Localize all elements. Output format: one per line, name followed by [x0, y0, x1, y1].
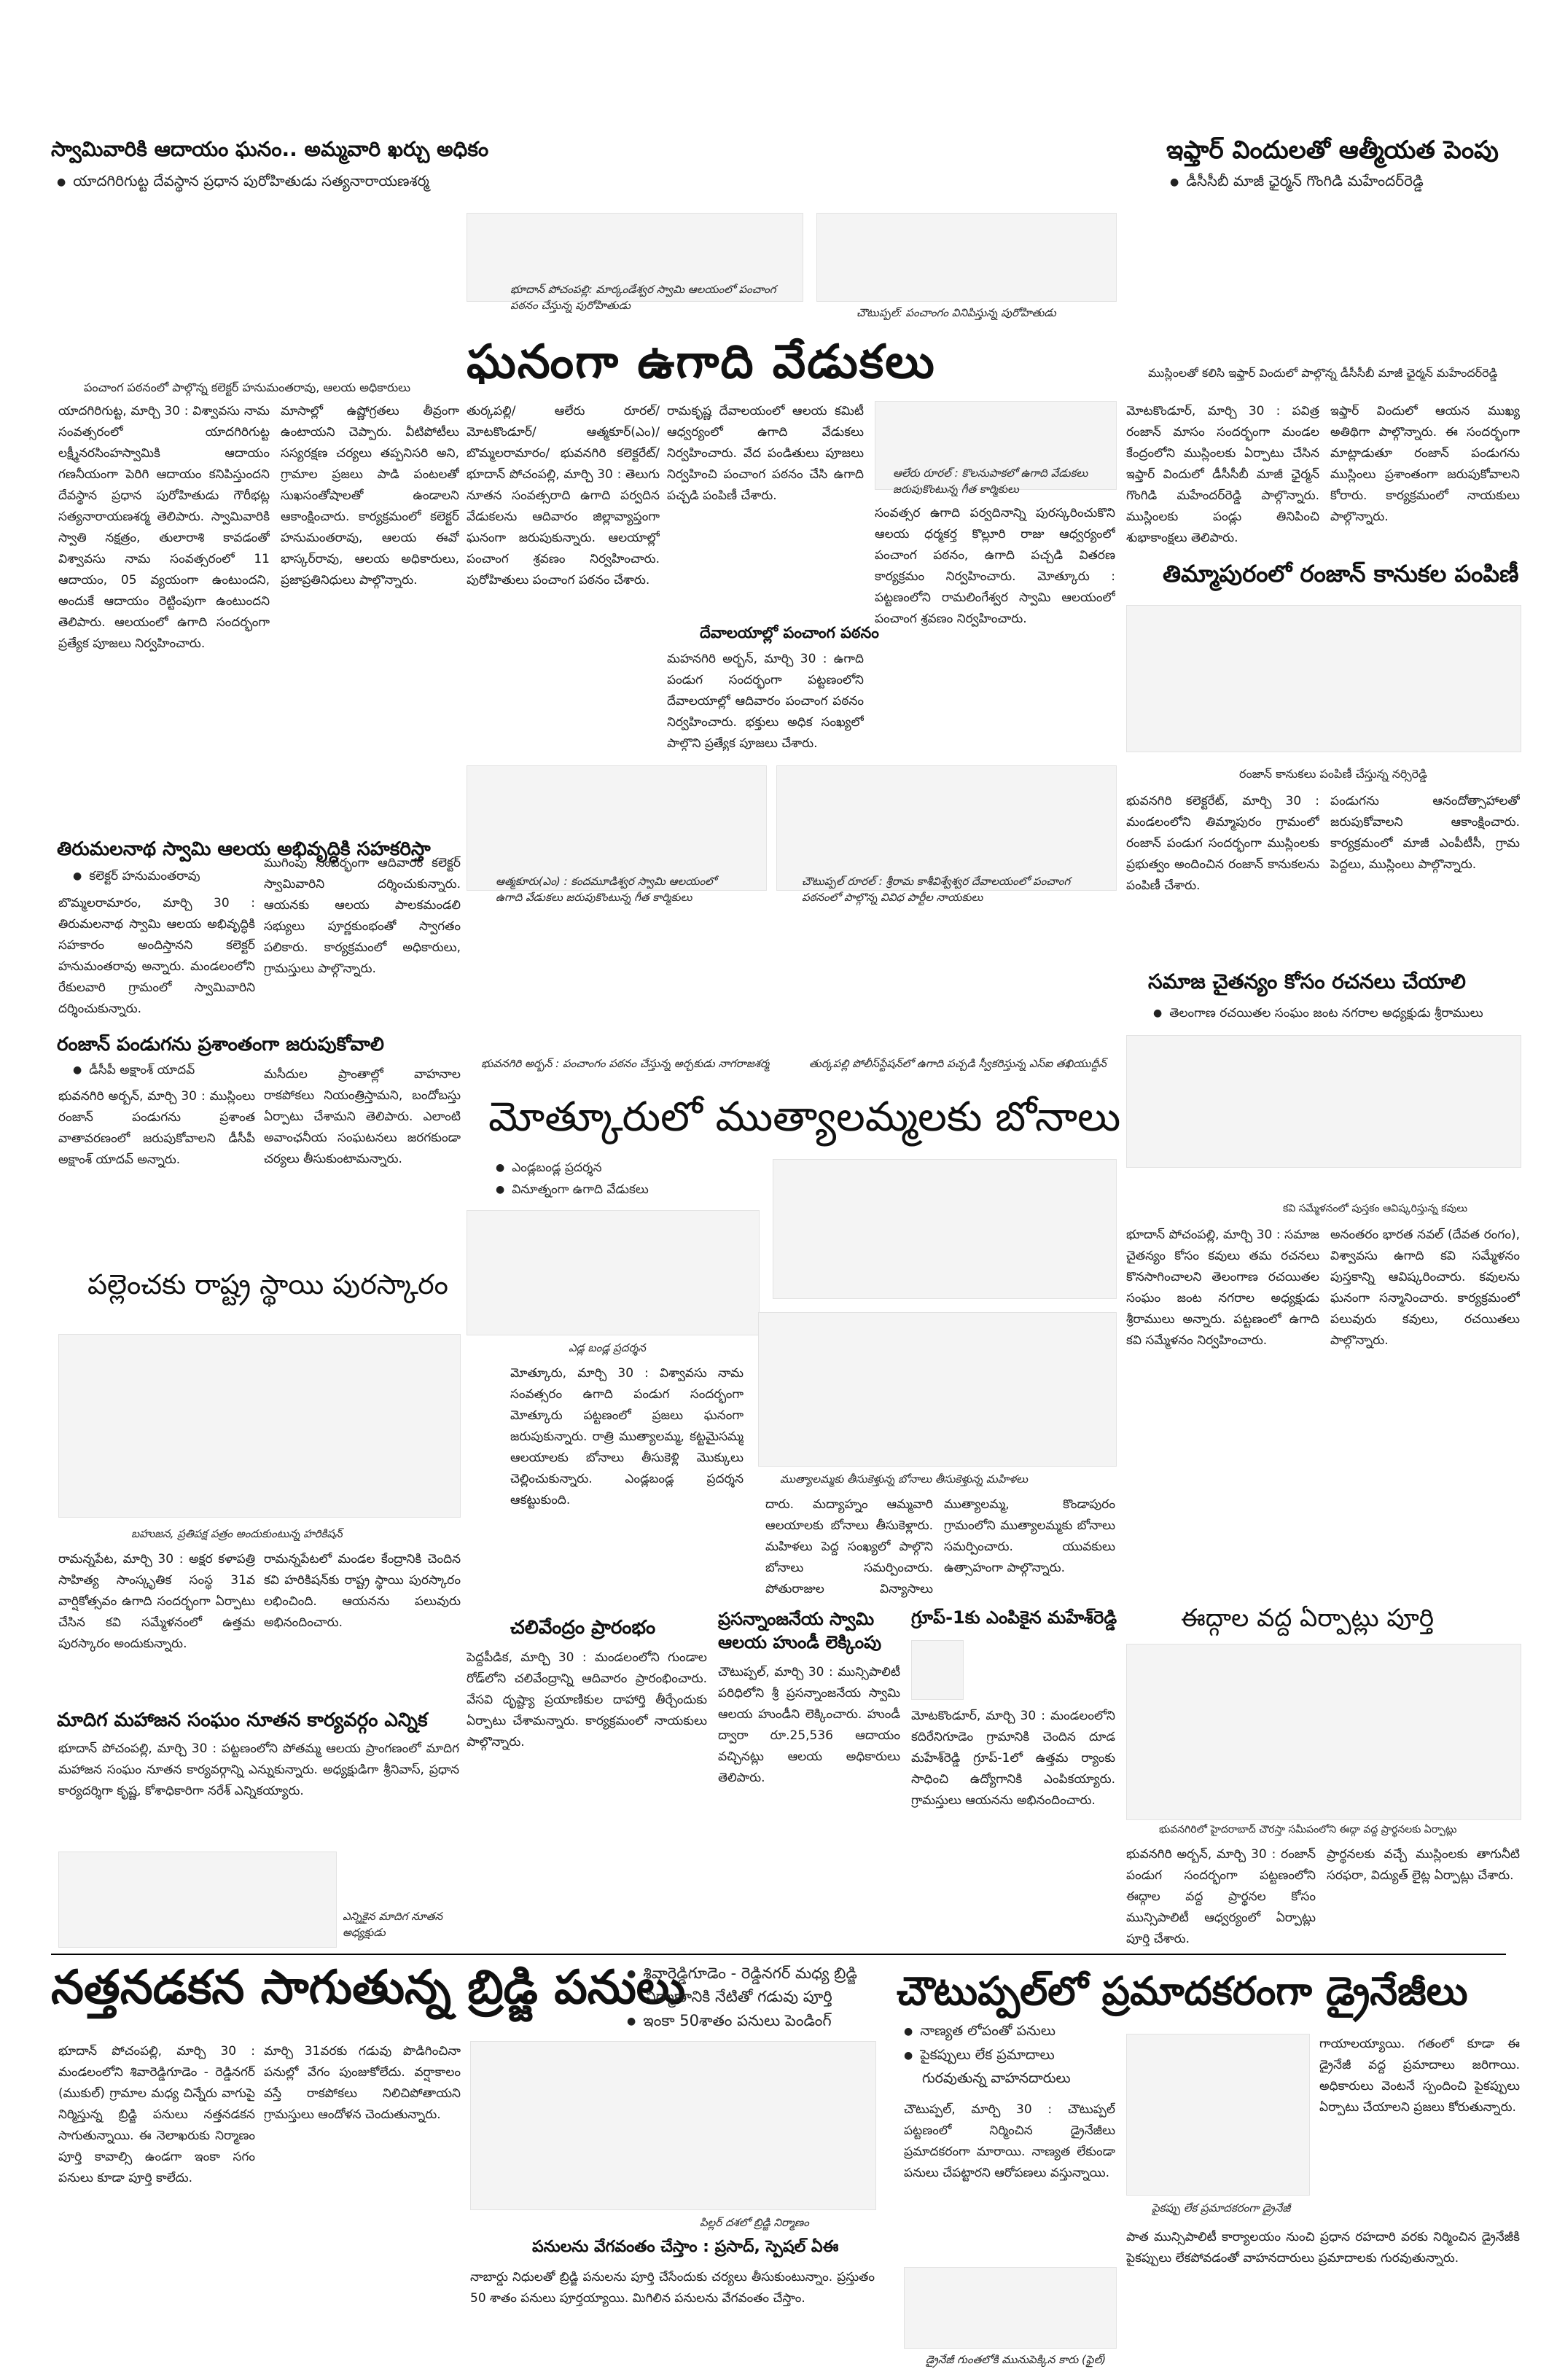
ugadi-caption-left: భూదాన్ పోచంపల్లి: మార్కండేశ్వర స్వామి ఆలయంలో పంచాంగ పఠనం చేస్తున్న పురోహితుడు — [510, 283, 776, 312]
madiga-photo-caption: ఎన్నికైన మాదిగ నూతన అధ్యక్షుడు — [343, 1910, 442, 1939]
bridge-bullet-1: ● శివారెడ్డిగూడెం - రెడ్డినగర్ మధ్య బ్రిడ్జి — [627, 1965, 857, 1986]
mothkur-bullet-1: ● ఎండ్లబండ్ల ప్రదర్శన — [496, 1160, 602, 1178]
bridge-quote-body: నాబార్డు నిధులతో బ్రిడ్జి పనులను పూర్తి చేసేందుకు చర్యలు తీసుకుంటున్నాం. ప్రస్తుతం 50 శాతం పనులు పూర్తయ్యాయి. మిగిలిన పనులను వేగవంతం చేస్తాం. — [470, 2270, 875, 2306]
ranjan-col1: భువనగిరి అర్బన్, మార్చి 30 : ముస్లింలు రంజాన్ పండుగను ప్రశాంత వాతావరణంలో జరుపుకోవాలని డీసీపీ అక్షాంశ్ యాదవ్ అన్నారు. — [58, 1089, 255, 1167]
drainage-col3: పాత మున్సిపాలిటీ కార్యాలయం నుంచి ప్రధాన రహదారి వరకు నిర్మించిన డ్రైనేజీకి పైకప్పులు లేకపోవడంతో వాహనదారులు ప్రమాదాలకు గురవుతున్నారు. — [1126, 2230, 1520, 2266]
bridge-bullet-3: ● ఇంకా 50శాతం పనులు పెండింగ్ — [627, 2012, 832, 2034]
bridge-quote: పనులను వేగవంతం చేస్తాం : ప్రసాద్, స్పెషల్ ఏఈ — [532, 2238, 839, 2256]
top-left-sub: ● యాదగిరిగుట్ట దేవస్థాన ప్రధాన పురోహితుడు సత్యనారాయణశర్మ — [57, 172, 429, 193]
ugadi-col7: ఇఫ్తార్ విందులో ఆయన ముఖ్య అతిథిగా పాల్గొన్నారు. ఈ సందర్భంగా మాట్లాడుతూ రంజాన్ పండుగను ముస్లింలు ప్రశాంతంగా జరుపుకోవాలని కోరారు. కార్యక్రమంలో నాయకులు పాల్గొన్నారు. — [1330, 404, 1520, 524]
drainage-col1: చౌటుప్పల్, మార్చి 30 : చౌటుప్పల్ పట్టణంలో నిర్మించిన డ్రైనేజీలు ప్రమాదకరంగా మారాయి. నాణ్యత లేకుండా పనులు చేపట్టారని ఆరోపణలు వస్తున్నాయి. — [904, 2102, 1115, 2180]
ugadi-caption-right: చౌటుప్పల్: పంచాంగం వినిపిస్తున్న పురోహితుడు — [856, 306, 1056, 319]
top-left-headline: స్వామివారికి ఆదాయం ఘనం.. అమ్మవారి ఖర్చు అధికం — [51, 137, 489, 161]
drainage-headline: చౌటుప్పల్‌లో ప్రమాదకరంగా డ్రైనేజీలు — [897, 1968, 1468, 2014]
athmakur-caption: ఆత్మకూరు(ఎం) : కందమూడిశ్వర స్వామి ఆలయంలో ఉగాది వేడుకలు జరుపుకొంటున్న గీత కార్మికులు — [496, 875, 717, 904]
ranjan-sub: ● డీసీపీ అక్షాంశ్ యాదవ్ — [73, 1063, 195, 1080]
ugadi-kicker-right: ముస్లింలతో కలిసి ఇఫ్తార్ విందులో పాల్గొన్న డీసీసీబీ మాజీ ఛైర్మన్ మహేందర్‌రెడ్డి — [1148, 366, 1498, 380]
mothkur-photo-caption: ఎడ్ల బండ్ల ప్రదర్శన — [569, 1341, 646, 1354]
drainage-bottom-caption: డ్రైనేజీ గుంతలోకి మునుపెక్కిన కారు (ఫైల్) — [926, 2353, 1107, 2366]
drainage-photo-1 — [1126, 2034, 1310, 2196]
madiga-col1: భూదాన్ పోచంపల్లి, మార్చి 30 : పట్టణంలోని పోతమ్మ ఆలయ ప్రాంగణంలో మాదిగ మహాజన సంఘం నూతన కార్యవర్గాన్ని ఎన్నుకున్నారు. అధ్యక్షుడిగా శ్రీనివాస్, ప్రధాన కార్యదర్శిగా కృష్ణ, కోశాధికారిగా నరేశ్ ఎన్నికయ్యారు. — [58, 1741, 459, 1798]
drainage-photo-caption: పైకప్పు లేక ప్రమాదకరంగా డ్రైనేజీ — [1152, 2201, 1291, 2215]
bahujana-col3: దారు. మద్యాహ్నం ఆమ్మవారి ఆలయాలకు బోనాలు తీసుకెళ్లారు. మహిళలు పెద్ద సంఖ్యలో పాల్గొని బోనాలు సమర్పించారు. పోతురాజుల విన్యాసాలు — [765, 1497, 933, 1596]
ranjan-col2: మసీదుల ప్రాంతాల్లో వాహనాల రాకపోకలు నియంత్రిస్తామని, బందోబస్తు ఏర్పాటు చేశామని తెలిపారు. ఎలాంటి అవాంఛనీయ సంఘటనలు జరగకుండా చర్యలు తీసుకుంటామన్నారు. — [264, 1067, 461, 1166]
pallavanchaku-headline: పల్లెంచకు రాష్ట్ర స్థాయి పురస్కారం — [87, 1268, 448, 1300]
eddulu-col1: భువనగిరి అర్బన్, మార్చి 30 : రంజాన్ పండుగ సందర్భంగా పట్టణంలోని ఈద్గాల వద్ద ప్రార్థనల కోసం మున్సిపాలిటీ ఆధ్వర్యంలో ఏర్పాట్లు పూర్తి చేశారు. — [1126, 1847, 1316, 1946]
samaja-sub: ● తెలంగాణ రచయితల సంఘం జంట నగరాల అధ్యక్షుడు శ్రీరాములు — [1153, 1006, 1483, 1023]
ranjan-headline: రంజాన్ పండుగను ప్రశాంతంగా జరుపుకోవాలి — [57, 1034, 384, 1056]
athmakur-photo — [467, 765, 767, 891]
kavi-col2: అనంతరం భారత నవల్ (దేవత రంగం), విశ్వావసు ఉగాది కవి సమ్మేళనం పుస్తకాన్ని ఆవిష్కరించారు. కవులను ఘనంగా సన్మానించారు. కార్యక్రమంలో పలువురు కవులు, రచయితలు పాల్గొన్నారు. — [1330, 1228, 1520, 1348]
ramzan-gifts-kicker: రంజాన్ కానుకలు పంపిణీ చేస్తున్న నర్సిరెడ్డి — [1239, 767, 1427, 781]
ugadi-photo-right — [816, 213, 1117, 302]
kavi-kicker: కవి సమ్మేళనంలో పుస్తకం ఆవిష్కరిస్తున్న కవులు — [1283, 1203, 1468, 1214]
madiga-photo — [58, 1852, 337, 1948]
mothkur-col1: మోత్కూరు, మార్చి 30 : విశ్వావసు నామ సంవత్సరం ఉగాది పండుగ సందర్భంగా మోత్కూరు పట్టణంలో ప్రజలు ఘనంగా జరుపుకున్నారు. రాత్రి ముత్యాలమ్మ, కట్టమైసమ్మ ఆలయాలకు బోనాలు తీసుకెళ్లి మొక్కులు చెల్లించుకున్నారు. ఎండ్లబండ్ల ప్రదర్శన ఆకట్టుకుంది. — [510, 1366, 744, 1507]
devalaya-headline: దేవాలయాల్లో పంచాంగ పఠనం — [700, 624, 879, 641]
mothkur-caption-right: తుర్కపల్లి పోలీస్‌స్టేషన్‌లో ఉగాది పచ్చడి స్వీకరిస్తున్న ఎస్ఐ తఖియుద్దీన్ — [809, 1057, 1107, 1070]
bridge-headline: నత్తనడకన సాగుతున్న బ్రిడ్జి పనులు — [51, 1961, 686, 2015]
timmapuram-headline: తిమ్మాపురంలో రంజాన్ కానుకల పంపిణీ — [1163, 560, 1519, 588]
mothkur-headline: మోత్కూరులో ముత్యాలమ్మలకు బోనాలు — [488, 1093, 1121, 1141]
drainage-bullet-3: గురవుతున్న వాహనదారులు — [922, 2070, 1071, 2086]
eddulu-kicker: భువనగిరిలో హైదరాబాద్ చౌరస్తా సమీపంలోని ఈద్గా వద్ద ప్రార్థనలకు ఏర్పాట్లు — [1159, 1824, 1457, 1835]
devalaya-body: మహనగిరి అర్బన్, మార్చి 30 : ఉగాది పండుగ సందర్భంగా పట్టణంలోని దేవాలయాల్లో ఆదివారం పంచాంగ పఠనం నిర్వహించారు. భక్తులు అధిక సంఖ్యలో పాల్గొని ప్రత్యేక పూజలు చేశారు. — [667, 652, 864, 751]
tirumala-col1: బొమ్మలరామారం, మార్చి 30 : తిరుమలనాథ స్వామి ఆలయ అభివృద్ధికి సహకారం అందిస్తానని కలెక్టర్ హనుమంతరావు అన్నారు. మండలంలోని రేకులవారి గ్రామంలో స్వామివారిని దర్శించుకున్నారు. — [58, 896, 255, 1016]
eddulu-col2: ప్రార్థనలకు వచ్చే ముస్లింలకు తాగునీటి సరఫరా, విద్యుత్ లైట్ల ఏర్పాట్లు చేశారు. — [1327, 1847, 1520, 1883]
tirumala-col2: ముగింపు సందర్భంగా ఆదివారం కలెక్టర్ స్వామివారిని దర్శించుకున్నారు. ఆయనకు ఆలయ పాలకమండలి సభ్యులు పూర్ణకుంభంతో స్వాగతం పలికారు. కార్యక్రమంలో అధికారులు, గ్రామస్తులు పాల్గొన్నారు. — [264, 856, 461, 976]
bridge-photo — [470, 2041, 876, 2210]
ugadi-col4: రామకృష్ణ దేవాలయంలో ఆలయ కమిటీ ఆధ్వర్యంలో ఉగాది వేడుకలు నిర్వహించారు. వేద పండితులు పూజలు నిర్వహించి పంచాంగ పఠనం చేసి ఉగాది పచ్చడి పంపిణీ చేశారు. — [667, 404, 864, 503]
drainage-photo-2 — [904, 2267, 1117, 2349]
ramzan-gifts-col2: పండుగను ఆనందోత్సాహాలతో జరుపుకోవాలని ఆకాంక్షించారు. కార్యక్రమంలో మాజీ ఎంపీటీసీ, గ్రామ పెద్దలు, ముస్లింలు పాల్గొన్నారు. — [1330, 794, 1520, 872]
bridge-col2: మార్చి 31వరకు గడువు పొడిగించినా పనుల్లో వేగం పుంజుకోలేదు. వర్షాకాలం వస్తే రాకపోకలు నిలిచిపోతాయని గ్రామస్తులు ఆందోళన చెందుతున్నారు. — [264, 2044, 461, 2122]
group1-headline: గ్రూప్-1కు ఎంపికైన మహేశ్‌రెడ్డి — [911, 1607, 1117, 1628]
group1-col1: మోటకొండూర్, మార్చి 30 : మండలంలోని కదిరేనిగూడెం గ్రామానికి చెందిన దూడ మహేశ్‌రెడ్డి గ్రూప్-1లో ఉత్తమ ర్యాంకు సాధించి ఉద్యోగానికి ఎంపికయ్యారు. గ్రామస్తులు ఆయనను అభినందించారు. — [911, 1709, 1115, 1808]
ugadi-col6: మోటకొండూర్, మార్చి 30 : పవిత్ర రంజాన్ మాసం సందర్భంగా మండల కేంద్రంలోని ముస్లింలకు ఏర్పాటు చేసిన ఇఫ్తార్ విందులో డీసీసీబీ మాజీ ఛైర్మన్ గొంగిడి మహేందర్‌రెడ్డి పాల్గొన్నారు. ముస్లింలకు పండ్లు తినిపించి శుభాకాంక్షలు తెలిపారు. — [1126, 404, 1319, 545]
prasanna-headline: ప్రసన్నాంజనేయ స్వామి ఆలయ హుండీ లెక్కింపు — [718, 1609, 882, 1653]
top-right-sub: ● డీసీసీబీ మాజీ ఛైర్మన్ గొంగిడి మహేందర్‌రెడ్డి — [1170, 172, 1424, 193]
drainage-bullet-2: ● పైకప్పులు లేక ప్రమాదాలు — [904, 2047, 1055, 2067]
mothkur-photo-right — [773, 1159, 1117, 1299]
mothkur-caption-left: భువనగిరి అర్బన్ : పంచాంగం పఠనం చేస్తున్న అర్చకుడు నాగరాజశర్మ — [481, 1057, 770, 1070]
chalivendram-col1: పెద్దపీడిక, మార్చి 30 : మండలంలోని గుండాల రోడ్‌లోని చలివేంద్రాన్ని ఆదివారం ప్రారంభించారు. వేసవి దృష్ట్యా ప్రయాణికుల దాహార్తి తీర్చేందుకు ఏర్పాటు చేశామన్నారు. కార్యక్రమంలో నాయకులు పాల్గొన్నారు. — [467, 1650, 707, 1749]
tirumala-byline: ● కలెక్టర్ హనుమంతరావు — [73, 869, 200, 886]
ugadi-kicker-left: పంచాంగ పఠనంలో పాల్గొన్న కలెక్టర్ హనుమంతరావు, ఆలయ అధికారులు — [84, 381, 411, 394]
bahujana-col1: రామన్నపేట, మార్చి 30 : అక్షర కళాపత్రి సాహిత్య సాంస్కృతిక సంస్థ 31వ వార్షికోత్సవం ఉగాది సందర్భంగా ఏర్పాటు చేసిన కవి సమ్మేళనంలో ఉత్తమ పురస్కారం అందుకున్నారు. — [58, 1552, 255, 1651]
prasanna-col1: చౌటుప్పల్, మార్చి 30 : మున్సిపాలిటీ పరిధిలోని శ్రీ ప్రసన్నాంజనేయ స్వామి ఆలయ హుండీని లెక్కించారు. హుండీ ద్వారా రూ.25,536 ఆదాయం వచ్చినట్లు ఆలయ అధికారులు తెలిపారు. — [718, 1665, 900, 1785]
timmapuram-photo — [1126, 605, 1521, 752]
choutuppal-caption: చౌటుప్పల్ రూరల్ : శ్రీరామ కాశీవిశ్వేశ్వర దేవాలయంలో పంచాంగ పఠనంలో పాల్గొన్న వివిధ పార్టీల నాయకులు — [802, 875, 1071, 904]
samaja-headline: సమాజ చైతన్యం కోసం రచనలు చేయాలి — [1148, 969, 1466, 994]
ugadi-col3: తుర్కపల్లి/ ఆలేరు రూరల్/ మోటకొండూర్/ ఆత్మకూర్(ఎం)/ బొమ్మలరామారం/ భువనగిరి కలెక్టరేట్/ భూదాన్ పోచంపల్లి, మార్చి 30 : తెలుగు నూతన సంవత్సరాది ఉగాది పర్వదిన వేడుకలను ఆదివారం జిల్లావ్యాప్తంగా ఘనంగా జరుపుకున్నారు. ఆలయాల్లో పంచాంగ శ్రవణం నిర్వహించారు. పురోహితులు పంచాంగ పఠనం చేశారు. — [467, 404, 660, 588]
tirumala-headline: తిరుమలనాథ స్వామి ఆలయ అభివృద్ధికి సహకరిస్తా — [57, 838, 431, 860]
kavi-col1: భూదాన్ పోచంపల్లి, మార్చి 30 : సమాజ చైతన్యం కోసం కవులు తమ రచనలు కొనసాగించాలని తెలంగాణ రచయితల సంఘం జంట నగరాల అధ్యక్షుడు శ్రీరాములు అన్నారు. పట్టణంలో ఉగాది కవి సమ్మేళనం నిర్వహించారు. — [1126, 1228, 1319, 1348]
ugadi-col1: యాదగిరిగుట్ట, మార్చి 30 : విశ్వావసు నామ సంవత్సరంలో యాదగిరిగుట్ట లక్ష్మీనరసింహస్వామికి ఆదాయం గణనీయంగా పెరిగి ఆదాయం కనిపిస్తుందని దేవస్థాన ప్రధాన పురోహితుడు గౌరీభట్ల సత్యనారాయణశర్మ తెలిపారు. స్వామివారికి స్వాతి నక్షత్రం, తులారాశి కావడంతో విశ్వావసు నామ సంవత్సరంలో 11 ఆదాయం, 05 వ్యయంగా ఉంటుందని, అందుకే ఆదాయం రెట్టింపుగా ఉంటుందని తెలిపారు. ఆలయంలో ఉగాది సందర్భంగా ప్రత్యేక పూజలు నిర్వహించారు. — [58, 404, 270, 651]
bahujana-photo — [58, 1334, 461, 1518]
bahujana-kicker: బహుజన, ప్రతిపక్ష పత్రం అందుకుంటున్న హరికిషన్ — [131, 1527, 343, 1540]
bahujana-col4: ముత్యాలమ్మ, కొండాపురం గ్రామంలోని ముత్యాలమ్మకు బోనాలు సమర్పించారు. యువకులు ఉత్సాహంగా పాల్గొన్నారు. — [944, 1497, 1115, 1575]
ugadi-col2: మాసాల్లో ఉష్ణోగ్రతలు తీవ్రంగా ఉంటాయని చెప్పారు. వీటిపోటీలు సస్యరక్షణ చర్యలు తప్పనిసరి అని, గ్రామాల ప్రజలు పాడి పంటలతో సుఖసంతోషాలతో ఉండాలని ఆకాంక్షించారు. కార్యక్రమంలో కలెక్టర్ హనుమంతరావు, ఆలయ ఈవో భాస్కర్‌రావు, ఆలయ అధికారులు, ప్రజాప్రతినిధులు పాల్గొన్నారు. — [281, 404, 459, 588]
alair-caption: ఆలేరు రూరల్ : కొలనుపాకలో ఉగాది వేడుకలు జరుపుకొంటున్న గీత కార్మికులు — [893, 467, 1088, 496]
top-right-headline: ఇఫ్తార్ విందులతో ఆత్మీయత పెంపు — [1166, 136, 1499, 165]
drainage-col2: గాయాలయ్యాయి. గతంలో కూడా ఈ డ్రైనేజీ వద్ద ప్రమాదాలు జరిగాయి. అధికారులు వెంటనే స్పందించి పైకప్పులు ఏర్పాటు చేయాలని ప్రజలు కోరుతున్నారు. — [1319, 2037, 1520, 2115]
section-divider — [51, 1954, 1506, 1955]
samaja-photo — [1126, 1035, 1521, 1168]
ramzan-gifts-col1: భువనగిరి కలెక్టరేట్, మార్చి 30 : మండలంలోని తిమ్మాపురం గ్రామంలో రంజాన్ పండుగ సందర్భంగా ముస్లింలకు ప్రభుత్వం అందించిన రంజాన్ కానుకలను పంపిణీ చేశారు. — [1126, 794, 1319, 893]
ugadi-col5: సంవత్సర ఉగాది పర్వదినాన్ని పురస్కరించుకొని ఆలయ ధర్మకర్త కొల్లూరి రాజు ఆధ్వర్యంలో పంచాంగ పఠనం, ఉగాది పచ్చడి వితరణ కార్యక్రమం నిర్వహించారు. మోత్కూరు : పట్టణంలోని రామలింగేశ్వర స్వామి ఆలయంలో పంచాంగ శ్రవణం నిర్వహించారు. — [875, 506, 1115, 626]
bridge-photo-caption: పిల్లర్ దశలో బ్రిడ్జి నిర్మాణం — [700, 2216, 809, 2229]
ugadi-headline: ఘనంగా ఉగాది వేడుకలు — [467, 335, 936, 389]
muthyalamma-kicker: ముత్యాలమ్మకు తీసుకెళ్తున్న బోనాలు తీసుకెళ్తున్న మహిళలు — [780, 1472, 1028, 1486]
bahujana-col2: రామన్నపేటలో మండల కేంద్రానికి చెందిన కవి హరికిషన్‌కు రాష్ట్ర స్థాయి పురస్కారం లభించింది. ఆయనను పలువురు అభినందించారు. — [264, 1552, 461, 1630]
group1-photo — [911, 1640, 964, 1700]
bridge-col1: భూదాన్ పోచంపల్లి, మార్చి 30 : మండలంలోని శివారెడ్డిగూడెం - రెడ్డినగర్ (ముకుల్) గ్రామాల మధ్య చిన్నేరు వాగుపై నిర్మిస్తున్న బ్రిడ్జి పనులు నత్తనడకన సాగుతున్నాయి. ఈ నెలాఖరుకు నిర్మాణం పూర్తి కావాల్సి ఉండగా ఇంకా సగం పనులు కూడా పూర్తి కాలేదు. — [58, 2044, 255, 2185]
eddulu-photo — [1126, 1644, 1521, 1820]
madiga-headline: మాదిగ మహాజన సంఘం నూతన కార్యవర్గం ఎన్నిక — [57, 1709, 428, 1731]
mothkur-bullet-2: ● వినూత్నంగా ఉగాది వేడుకలు — [496, 1182, 649, 1200]
drainage-bullet-1: ● నాణ్యత లోపంతో పనులు — [904, 2023, 1055, 2042]
chalivendram-headline: చలివేంద్రం ప్రారంభం — [510, 1617, 656, 1639]
mothkur-photo-left — [467, 1210, 760, 1335]
bridge-bullet-2: నిర్మాణానికి నేటితో గడువు పూర్తి — [645, 1988, 832, 2005]
muthyalamma-photo — [758, 1312, 1117, 1467]
eddulu-headline: ఈద్గాల వద్ద ఏర్పాట్లు పూర్తి — [1181, 1604, 1435, 1633]
choutuppal-photo — [776, 765, 1117, 891]
